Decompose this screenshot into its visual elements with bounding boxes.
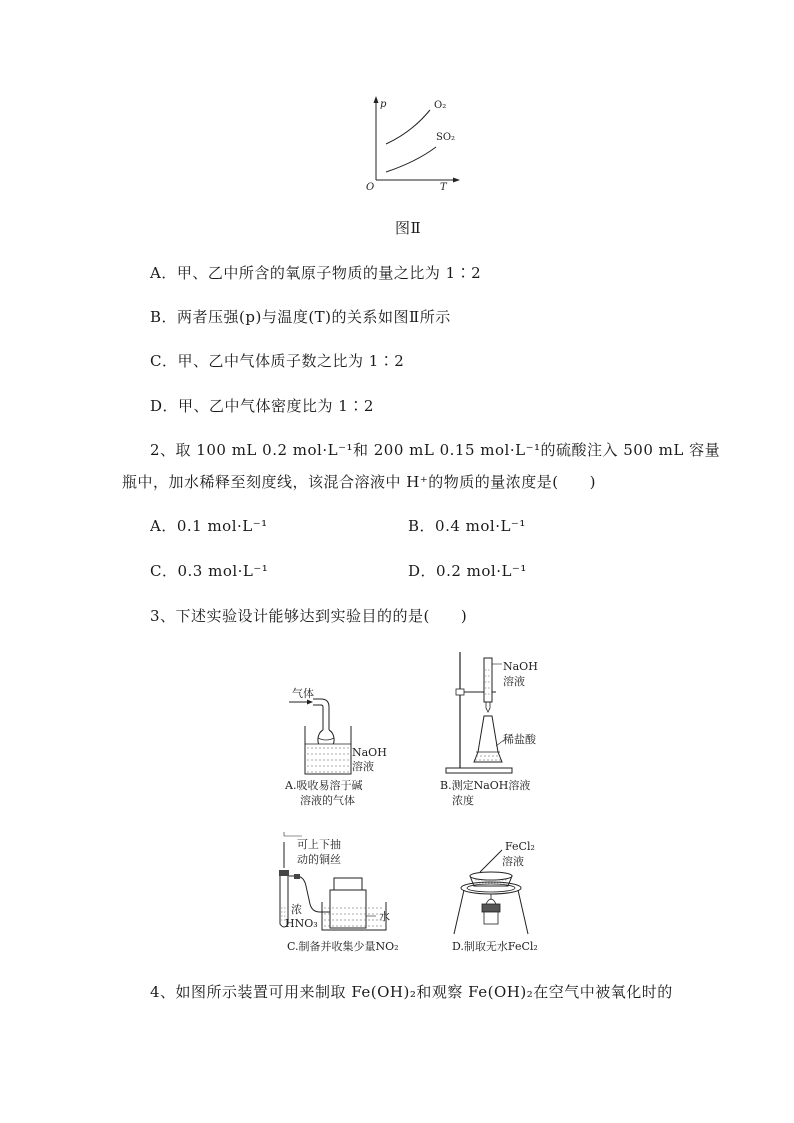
figure-d-fecl2-label: FeCl₂ [505,840,535,853]
q2-option-c: C．0.3 mol·L⁻¹ [150,562,269,580]
q2-option-d: D．0.2 mol·L⁻¹ [408,562,527,580]
figure-b-naoh-label: NaOH [503,660,538,673]
q3-stem: 3、下述实验设计能够达到实验目的的是( ) [150,607,468,625]
so2-curve [386,147,436,172]
figure-2-caption: 图Ⅱ [395,219,422,237]
figure-c-conc-label: 浓 [291,903,302,916]
origin-label: O [366,182,375,192]
figure-a-gas-label: 气体 [292,687,314,700]
axis-x-label: T [440,182,447,192]
figure-b-caption-1: B.测定NaOH溶液 [440,779,531,792]
q2-stem-line1: 2、取 100 mL 0.2 mol·L⁻¹和 200 mL 0.15 mol·L⁻¹的硫酸注入 500 mL 容量 [150,441,721,459]
o2-label: O₂ [434,100,447,111]
figure-a-naoh-label: NaOH [352,746,387,759]
figure-c-note-2: 动的铜丝 [297,853,341,866]
figure-c-caption: C.制备并收集少量NO₂ [287,940,399,953]
q1-option-a: A．甲、乙中所含的氧原子物质的量之比为 1∶2 [150,264,482,282]
q2-stem-line2: 瓶中，加水稀释至刻度线，该混合溶液中 H⁺的物质的量浓度是( ) [122,473,596,491]
axis-y-label: p [380,99,387,110]
figure-c-note-1: 可上下抽 [297,838,341,851]
figure-d-solution-label: 溶液 [502,855,524,868]
figure-2-graph [360,92,470,192]
figure-c-water-label: 水 [379,910,390,923]
figure-a-caption-2: 溶液的气体 [300,794,355,807]
q2-option-a: A．0.1 mol·L⁻¹ [150,517,268,535]
so2-label: SO₂ [436,132,456,143]
figure-b-solution-label: 溶液 [503,675,525,688]
figure-b-caption-2: 浓度 [452,794,474,807]
figure-c-hno3-label: HNO₃ [285,917,318,930]
q1-option-d: D．甲、乙中气体密度比为 1∶2 [150,397,374,415]
q4-stem-line1: 4、如图所示装置可用来制取 Fe(OH)₂和观察 Fe(OH)₂在空气中被氧化时的 [150,983,673,1001]
q2-option-b: B．0.4 mol·L⁻¹ [408,517,526,535]
figure-a-solution-label: 溶液 [352,760,374,773]
q1-option-b: B．两者压强(p)与温度(T)的关系如图Ⅱ所示 [150,308,451,326]
figure-a-caption-1: A.吸收易溶于碱 [285,779,363,792]
figure-d-caption: D.制取无水FeCl₂ [452,940,538,953]
figure-b-acid-label: 稀盐酸 [503,733,536,746]
q1-option-c: C．甲、乙中气体质子数之比为 1∶2 [150,352,405,370]
o2-curve [386,110,430,144]
